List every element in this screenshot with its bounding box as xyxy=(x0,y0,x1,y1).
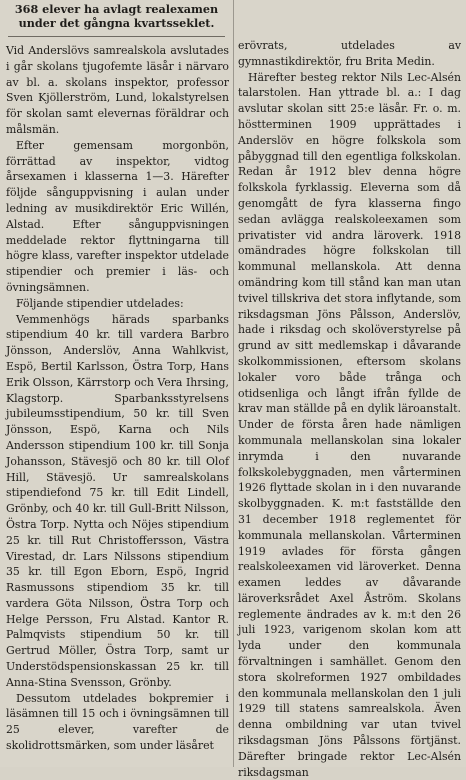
paragraph: Vemmenhögs härads sparbanks stipendium 40 kr. till vardera Barbro Jönsson, Anderslöv, Anna Wahlkvist, Espö, Bertil Karlsson, Östra Torp, Hans Erik Olsson, Kärrstorp och Vera Ihrsing, Klagstorp. Sparbanksstyrelsens jubileumsstipendium, 50 kr. till Sven Jönsson, Espö, Karna och Nils Andersson stipendium 100 kr. till Sonja Johansson, Stävesjö och 80 kr. till Olof Hill, Stävesjö. Ur samrealskolans stipendiefond 75 kr. till Edit Lindell, Grönby, och 40 kr. till Gull-Britt Nilsson, Östra Torp. Nytta och Nöjes stipendium 25 kr. till Rut Christoffersson, Västra Virestad, dr. Lars Nilssons stipendium 35 kr. till Egon Eborn, Espö, Ingrid Rasmussons stipendiom 35 kr. till vardera Göta Nilsson, Östra Torp och Helge Persson, Fru Alstad. Kantor R. Palmqvists stipendium 50 kr. till Gertrud Möller, Östra Torp, samt ur Understödspensionskassan 25 kr. till Anna-Stina Svensson, Grönby. xyxy=(6,312,229,689)
headline-rule xyxy=(8,36,225,37)
paragraph: Följande stipendier utdelades: xyxy=(16,296,184,310)
left-column xyxy=(0,0,233,767)
paragraph: Efter gemensam morgonbön, förrättad av inspektor, vidtog årsexamen i klasserna 1—3. Härefter följde sånguppvisning i aulan under ledning av musikdirektör Eric Willén, Alstad. Efter sånguppvisningen meddelade rektor flyttningarna till högre klass, varefter inspektor utdelade stipendier och premier i läs- och övningsämnen. xyxy=(6,138,229,294)
paragraph: Dessutom utdelades bokpremier i läsämnen till 15 och i övningsämnen till 25 elever, varefter de skolidrottsmärken, som under läsåret xyxy=(6,691,229,753)
paragraph: erövrats, utdelades av gymnastikdirektör, fru Brita Medin. xyxy=(238,39,461,68)
paragraph: Härefter besteg rektor Nils Lec-Alsén talarstolen. Han yttrade bl. a.: I dag avslutar skolan sitt 25:e läsår. Fr. o. m. höstterminen 1909 upprättades i Anderslöv en högre folkskola som påbyggnad till den egentliga folkskolan. Redan år 1912 blev denna högre folkskola fyrklassig. Eleverna som då genomgått de fyra klasserna fingo sedan avlägga realskoleexamen som privatister vid andra läroverk. 1918 omändrades högre folkskolan till kommunal mellanskola. Att denna omändring kom till stånd kan man utan tvivel tillskriva det stora inflytande, som riksdagsman Jöns Pålsson, Anderslöv, hade i riksdag och skolöverstyrelse på grund av sitt medlemskap i dåvarande skolkommissionen, eftersom skolans lokaler voro både trånga och otidsenliga och långt ifrån fyllde de krav man ställde på en dylik läroanstalt. Under de första åren hade nämligen kommunala mellanskolan sina lokaler inrymda i den nuvarande folkskolebyggnaden, men vårterminen 1926 flyttade skolan in i den nuvarande skolbyggnaden. K. m:t fastställde den 31 december 1918 reglementet för kommunala mellanskolan. Vårterminen 1919 avlades för första gången realskoleexamen vid läroverket. Denna examen leddes av dåvarande läroverksrådet Axel Åström. Skolans reglemente ändrades av k. m:t den 26 juli 1923, varigenom skolan kom att lyda under den kommunala förvaltningen i samhället. Genom den stora skolreformen 1927 ombildades den kommunala mellanskolan den 1 juli 1929 till statens samrealskola. Även denna ombildning var utan tvivel riksdagsman Jöns Pålssons förtjänst. Därefter bringade rektor Lec-Alsén riksdagsman xyxy=(238,70,461,779)
headline xyxy=(0,0,233,34)
headline-line-2: under det gångna kvartsseklet. xyxy=(18,16,215,30)
right-column xyxy=(234,0,466,779)
right-column-body xyxy=(234,0,466,780)
headline-line-1: 368 elever ha avlagt realexamen xyxy=(14,2,219,16)
left-column-body xyxy=(0,43,233,754)
paragraph: Vid Anderslövs samrealskola avslutades i går skolans tjugofemte läsår i närvaro av bl. a. skolans inspektor, professor Sven Kjöllerström, Lund, lokalstyrelsen för skolan samt elevernas föräldrar och målsmän. xyxy=(6,44,229,136)
